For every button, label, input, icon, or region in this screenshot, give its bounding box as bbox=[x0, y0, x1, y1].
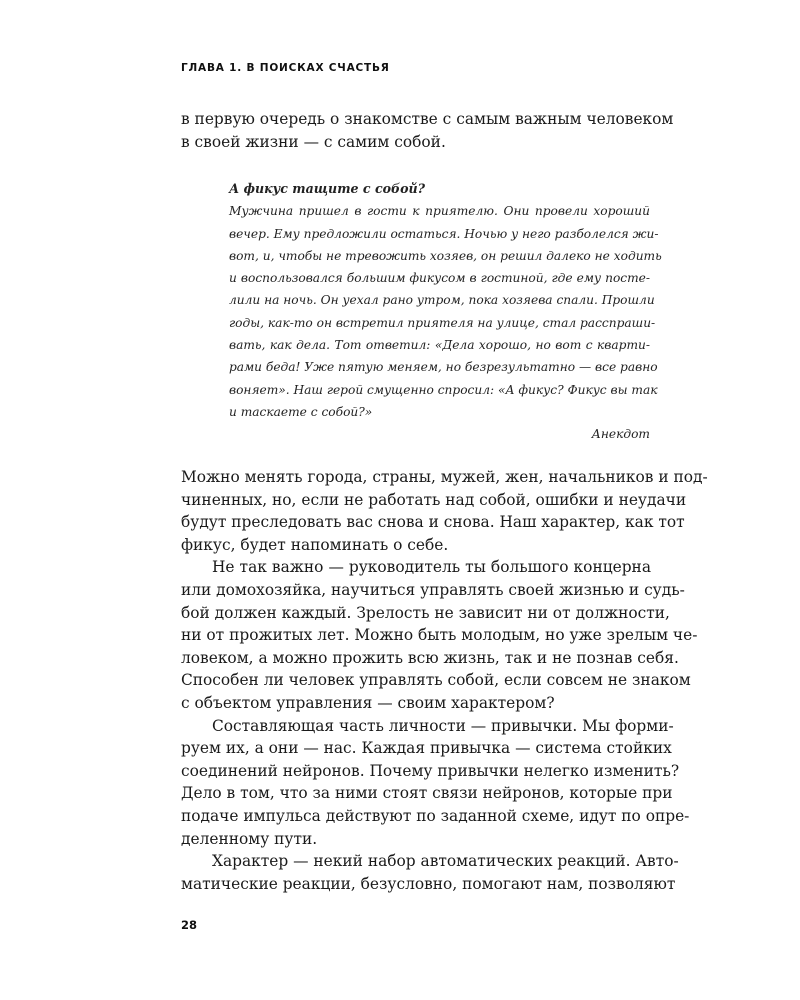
epigraph-line: рами беда! Уже пятую меняем, но безрезультатно — все равно bbox=[229, 360, 658, 375]
text-line: деленному пути. bbox=[181, 829, 318, 848]
main-text bbox=[181, 466, 708, 895]
epigraph-line: воняет». Наш герой смущенно спросил: «А фикус? Фикус вы так bbox=[229, 382, 658, 397]
text-line: ловеком, а можно прожить всю жизнь, так и не познав себя. bbox=[181, 648, 679, 667]
page-number: 28 bbox=[181, 918, 198, 932]
epigraph-line: лили на ночь. Он уехал рано утром, пока хозяева спали. Прошли bbox=[229, 293, 655, 308]
text-line: соединений нейронов. Почему привычки нелегко изменить? bbox=[181, 761, 680, 780]
text-line: в своей жизни — с самим собой. bbox=[181, 132, 446, 151]
text-line: подаче импульса действуют по заданной схеме, идут по опре- bbox=[181, 806, 690, 825]
epigraph-line: Мужчина пришел в гости к приятелю. Они провели хороший bbox=[229, 204, 650, 219]
text-line: с объектом управления — своим характером? bbox=[181, 693, 555, 712]
epigraph-line: и таскаете с собой?» bbox=[229, 404, 373, 419]
text-line: Составляющая часть личности — привычки. Мы форми- bbox=[212, 716, 674, 735]
text-line: будут преследовать вас снова и снова. Наш характер, как тот bbox=[181, 513, 685, 532]
text-line: Характер — некий набор автоматических реакций. Авто- bbox=[212, 852, 679, 871]
epigraph-line: вот, и, чтобы не тревожить хозяев, он решил далеко не ходить bbox=[229, 248, 662, 263]
text-line: ни от прожитых лет. Можно быть молодым, но уже зрелым че- bbox=[181, 626, 698, 645]
epigraph-line: годы, как-то он встретил приятеля на улице, стал расспраши- bbox=[229, 315, 656, 330]
text-line: матические реакции, безусловно, помогают нам, позволяют bbox=[181, 874, 676, 893]
epigraph-source: Анекдот bbox=[591, 427, 650, 442]
text-line: руем их, а они — нас. Каждая привычка — система стойких bbox=[181, 739, 672, 758]
text-line: чиненных, но, если не работать над собой, ошибки и неудачи bbox=[181, 490, 687, 509]
text-line: Дело в том, что за ними стоят связи нейронов, которые при bbox=[181, 784, 673, 803]
epigraph-line: вать, как дела. Тот ответил: «Дела хорошо, но вот с кварти- bbox=[229, 338, 650, 353]
epigraph-title: А фикус тащите с собой? bbox=[229, 181, 426, 196]
text-line: Способен ли человек управлять собой, если совсем не знаком bbox=[181, 671, 691, 690]
text-line: или домохозяйка, научиться управлять своей жизнью и судь- bbox=[181, 580, 685, 599]
text-line: Можно менять города, страны, мужей, жен, начальников и под- bbox=[181, 468, 708, 486]
text-line: бой должен каждый. Зрелость не зависит ни от должности, bbox=[181, 603, 670, 622]
running-head: ГЛАВА 1. В ПОИСКАХ СЧАСТЬЯ bbox=[181, 62, 390, 74]
epigraph-line: вечер. Ему предложили остаться. Ночью у него разболелся жи- bbox=[229, 226, 659, 241]
intro-text bbox=[181, 108, 674, 153]
text-line: фикус, будет напоминать о себе. bbox=[181, 535, 449, 554]
epigraph-line: и воспользовался большим фикусом в гостиной, где ему посте- bbox=[229, 271, 650, 286]
text-line: Не так важно — руководитель ты большого концерна bbox=[212, 558, 651, 577]
epigraph bbox=[229, 178, 662, 446]
text-line: в первую очередь о знакомстве с самым важным человеком bbox=[181, 110, 674, 128]
